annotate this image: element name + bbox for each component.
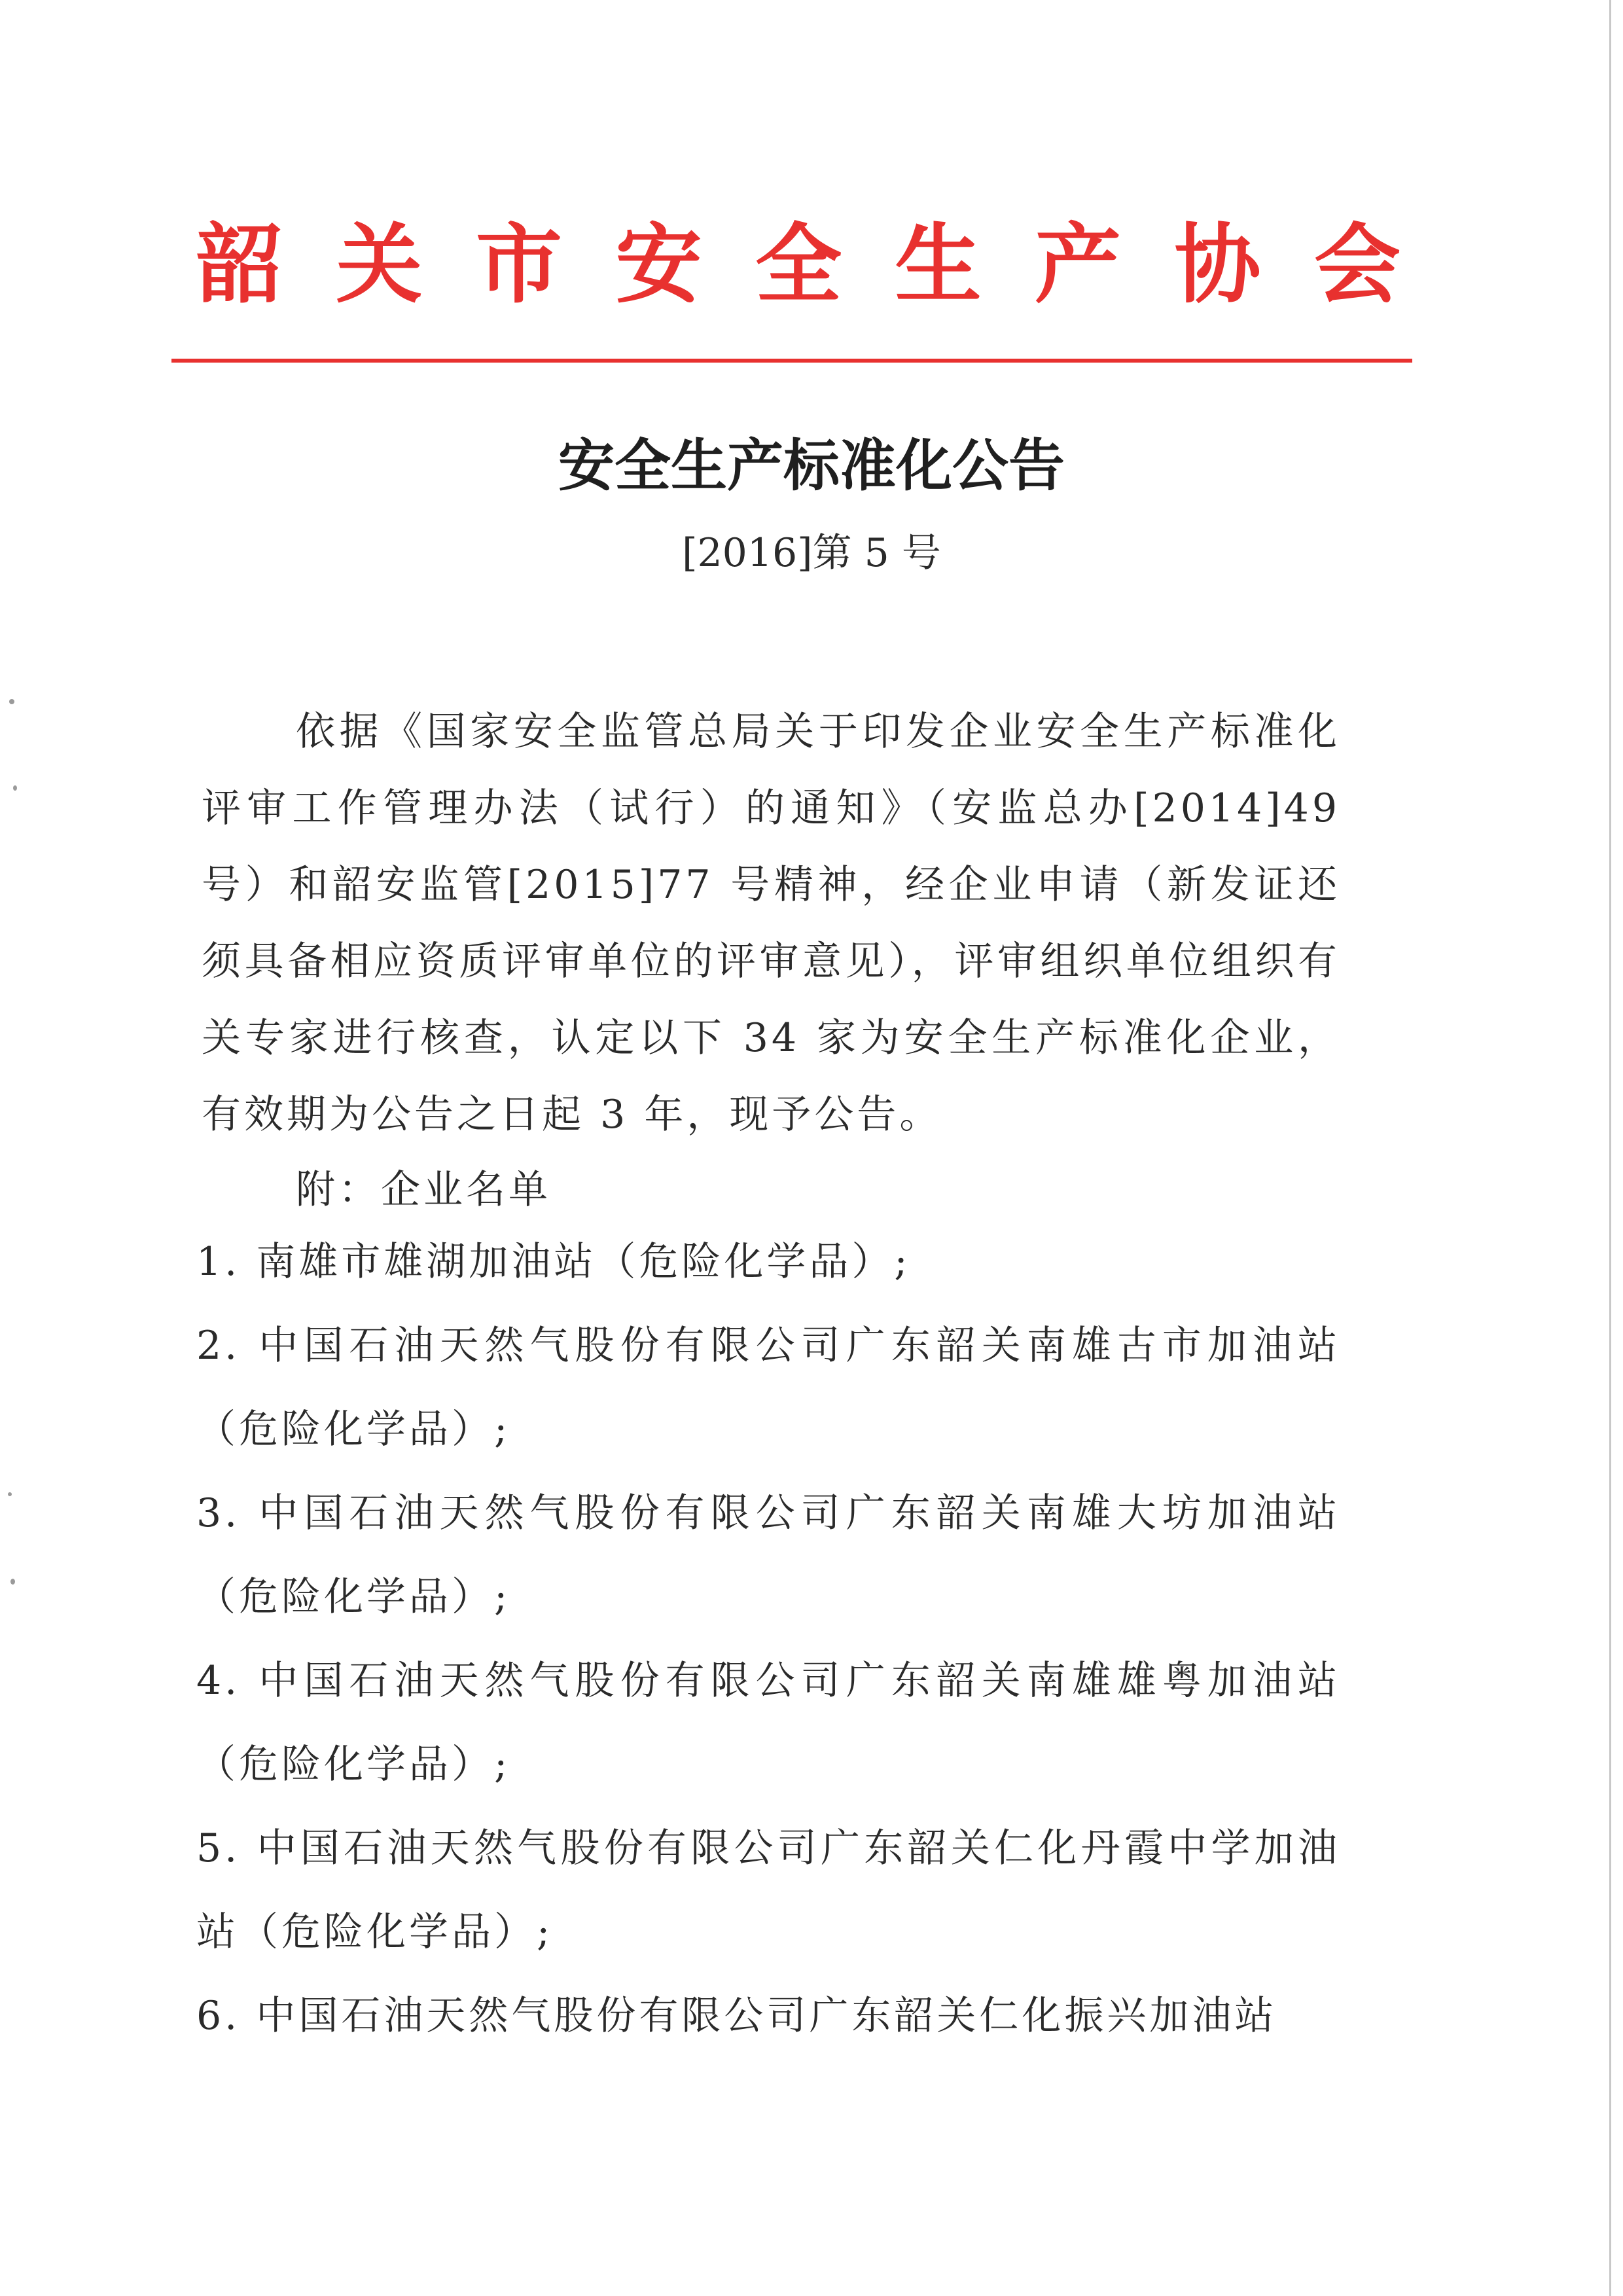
organization-char: 全 (755, 215, 842, 315)
header-divider (171, 359, 1412, 363)
list-item: 1. 南雄市雄湖加油站（危险化学品）; (196, 1239, 911, 1285)
company-list (196, 1220, 1340, 2058)
organization-char: 产 (1035, 215, 1121, 315)
list-item: 6. 中国石油天然气股份有限公司广东韶关仁化振兴加油站 (196, 1993, 1277, 2039)
attachment-label: 附：企业名单 (296, 1167, 551, 1213)
list-item: 3. 中国石油天然气股份有限公司广东韶关南雄大坊加油站（危险化学品）; (196, 1490, 1340, 1620)
notice-paragraph: 依据《国家安全监管总局关于印发企业安全生产标准化评审工作管理办法（试行）的通知》（安监总办[2014]49 号）和韶安监管[2015]77 号精神，经企业申请（新发证还须具备相应资质评审单位的评审意见），评审组织单位组织有关专家进行核查，认定以下 34 家为安全生产标准化企业，有效期为公告之日起 3 年，现予公告。 (202, 709, 1340, 1138)
document-number: [2016]第 5 号 (682, 530, 941, 576)
document-title: 安全生产标准化公告 (558, 433, 1065, 499)
scan-speck (13, 785, 17, 791)
organization-char: 会 (1314, 215, 1400, 315)
list-item: 4. 中国石油天然气股份有限公司广东韶关南雄雄粤加油站（危险化学品）; (196, 1658, 1340, 1787)
organization-char: 安 (615, 215, 702, 315)
list-item: 5. 中国石油天然气股份有限公司广东韶关仁化丹霞中学加油站（危险化学品）; (196, 1825, 1340, 1955)
organization-char: 韶 (196, 215, 283, 315)
scan-speck (9, 699, 14, 704)
list-item: 2. 中国石油天然气股份有限公司广东韶关南雄古市加油站（危险化学品）; (196, 1323, 1340, 1452)
scan-speck (10, 1579, 15, 1585)
organization-char: 生 (895, 215, 982, 315)
organization-char: 市 (476, 215, 562, 315)
organization-char: 关 (336, 215, 423, 315)
organization-char: 协 (1174, 215, 1261, 315)
notice-body (202, 694, 1340, 1153)
scan-speck (8, 1492, 12, 1496)
scan-edge-line (1609, 0, 1611, 2296)
organization-header (196, 209, 1400, 321)
